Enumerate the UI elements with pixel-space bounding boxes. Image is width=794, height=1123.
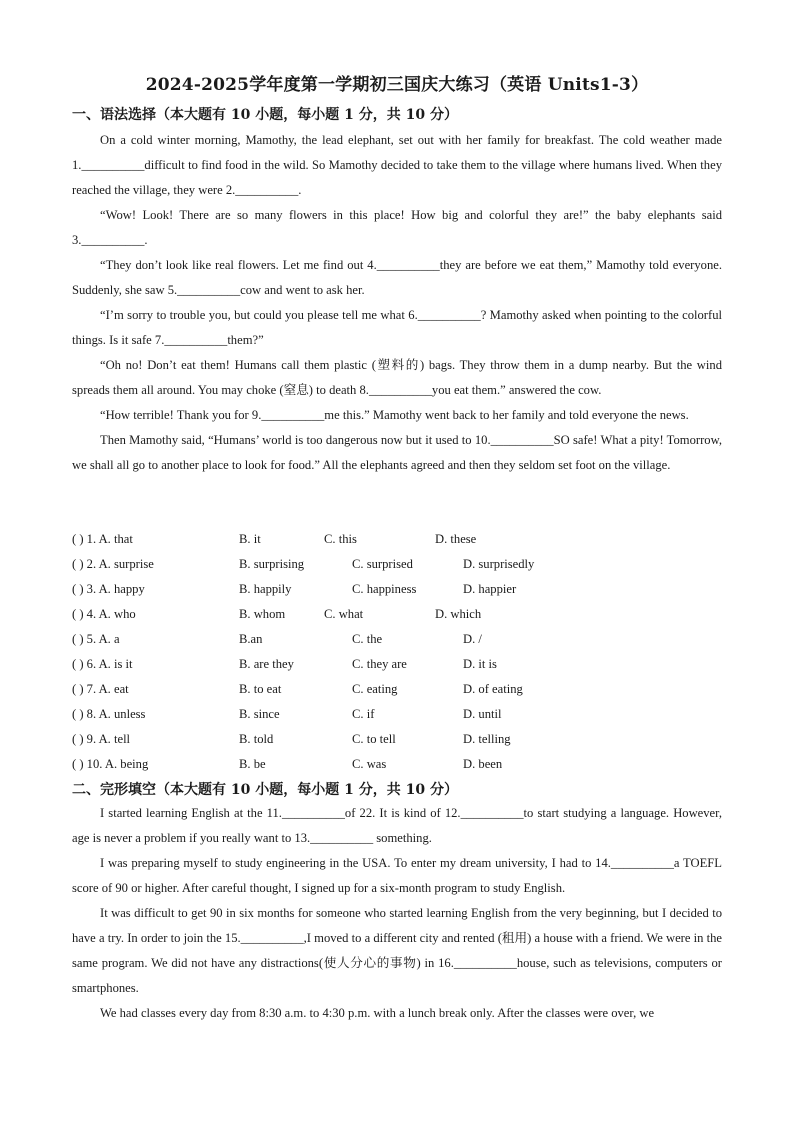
option-d: D. until (463, 707, 502, 721)
option-c: C. was (352, 757, 387, 771)
option-d: D. been (463, 757, 503, 771)
option-b: B.an (239, 632, 263, 646)
option-c: C. if (352, 707, 375, 721)
option-b: B. told (239, 732, 274, 746)
option-b: B. surprising (239, 557, 305, 571)
page-title: 2024-2025学年度第一学期初三国庆大练习（英语 Units1-3） (145, 75, 649, 95)
question-row (72, 702, 722, 727)
passage-2-paragraph: I was preparing myself to study engineering in the USA. To enter my dream university, I had to 14.__________a TOEFL score of 90 or higher. After careful thought, I signed up for a six-month program to study English. (72, 856, 722, 895)
question-row (72, 552, 722, 577)
question-row (72, 677, 722, 702)
option-d: D. happier (463, 582, 517, 596)
question-number-option-a: ( ) 9. A. tell (72, 732, 131, 746)
section-1-heading: 一、语法选择（本大题有 10 小题，每小题 1 分，共 10 分） (72, 107, 458, 123)
passage-1-paragraph: “Wow! Look! There are so many flowers in this place! How big and colorful they are!” the baby elephants said 3.__________. (72, 208, 722, 247)
option-d: D. / (463, 632, 482, 646)
question-row (72, 627, 722, 652)
question-row (72, 602, 722, 627)
option-d: D. surprisedly (463, 557, 535, 571)
option-d: D. it is (463, 657, 497, 671)
option-b: B. it (239, 532, 261, 546)
passage-1-paragraph: “How terrible! Thank you for 9.__________me this.” Mamothy went back to her family and told everyone the news. (100, 408, 689, 422)
passage-1-paragraph: On a cold winter morning, Mamothy, the lead elephant, set out with her family for breakfast. The cold weather made 1.__________difficult to find food in the wild. So Mamothy decided to take them to the village where humans lived. When they reached the village, they were 2.__________. (72, 133, 722, 197)
question-number-option-a: ( ) 6. A. is it (72, 657, 133, 671)
question-row (72, 652, 722, 677)
passage-1-paragraph: “Oh no! Don’t eat them! Humans call them plastic (塑料的) bags. They throw them in a dump nearby. But the wind spreads them all around. You may choke (窒息) to death 8.__________you eat them.” answered the cow. (72, 358, 722, 397)
option-b: B. whom (239, 607, 286, 621)
option-d: D. which (435, 607, 482, 621)
question-number-option-a: ( ) 10. A. being (72, 757, 149, 771)
question-number-option-a: ( ) 3. A. happy (72, 582, 145, 596)
option-b: B. be (239, 757, 266, 771)
question-row (72, 577, 722, 602)
question-number-option-a: ( ) 2. A. surprise (72, 557, 154, 571)
option-d: D. these (435, 532, 477, 546)
passage-1 (72, 128, 722, 478)
passage-2-paragraph: We had classes every day from 8:30 a.m. to 4:30 p.m. with a lunch break only. After the classes were over, we (100, 1006, 655, 1020)
option-c: C. what (324, 607, 364, 621)
option-d: D. of eating (463, 682, 523, 696)
option-b: B. are they (239, 657, 294, 671)
passage-1-paragraph: “I’m sorry to trouble you, but could you please tell me what 6.__________? Mamothy asked when pointing to the colorful things. Is it safe 7.__________them?” (72, 308, 722, 347)
passage-2-paragraph: I started learning English at the 11.__________of 22. It is kind of 12.__________to start studying a language. However, age is never a problem if you really want to 13.__________ something. (72, 806, 722, 845)
option-c: C. happiness (352, 582, 417, 596)
question-row (72, 752, 722, 777)
passage-1-paragraph: Then Mamothy said, “Humans’ world is too dangerous now but it used to 10.__________SO safe! What a pity! Tomorrow, we shall all go to another place to look for food.” All the elephants agreed and then they seldom set foot on the village. (72, 433, 722, 472)
section-2-heading: 二、完形填空（本大题有 10 小题，每小题 1 分，共 10 分） (72, 782, 458, 798)
option-c: C. eating (352, 682, 398, 696)
passage-2-paragraph: It was difficult to get 90 in six months for someone who started learning English from the very beginning, but I decided to have a try. In order to join the 15.__________,I moved to a different city and rented (租用) a house with a friend. We were in the same program. We did not have any distractions(使人分心的事物) in 16.__________house, such as televisions, computers or smartphones. (72, 906, 722, 995)
option-b: B. happily (239, 582, 292, 596)
question-number-option-a: ( ) 5. A. a (72, 632, 120, 646)
option-c: C. surprised (352, 557, 413, 571)
question-row (72, 727, 722, 752)
option-c: C. they are (352, 657, 407, 671)
option-b: B. to eat (239, 682, 282, 696)
option-d: D. telling (463, 732, 511, 746)
question-number-option-a: ( ) 8. A. unless (72, 707, 146, 721)
option-c: C. this (324, 532, 357, 546)
question-number-option-a: ( ) 1. A. that (72, 532, 133, 546)
option-c: C. the (352, 632, 383, 646)
question-number-option-a: ( ) 4. A. who (72, 607, 136, 621)
question-number-option-a: ( ) 7. A. eat (72, 682, 129, 696)
option-b: B. since (239, 707, 280, 721)
passage-2 (72, 801, 722, 1026)
option-c: C. to tell (352, 732, 396, 746)
passage-1-paragraph: “They don’t look like real flowers. Let me find out 4.__________they are before we eat them,” Mamothy told everyone. Suddenly, she saw 5.__________cow and went to ask her. (72, 258, 722, 297)
question-row (72, 527, 722, 552)
